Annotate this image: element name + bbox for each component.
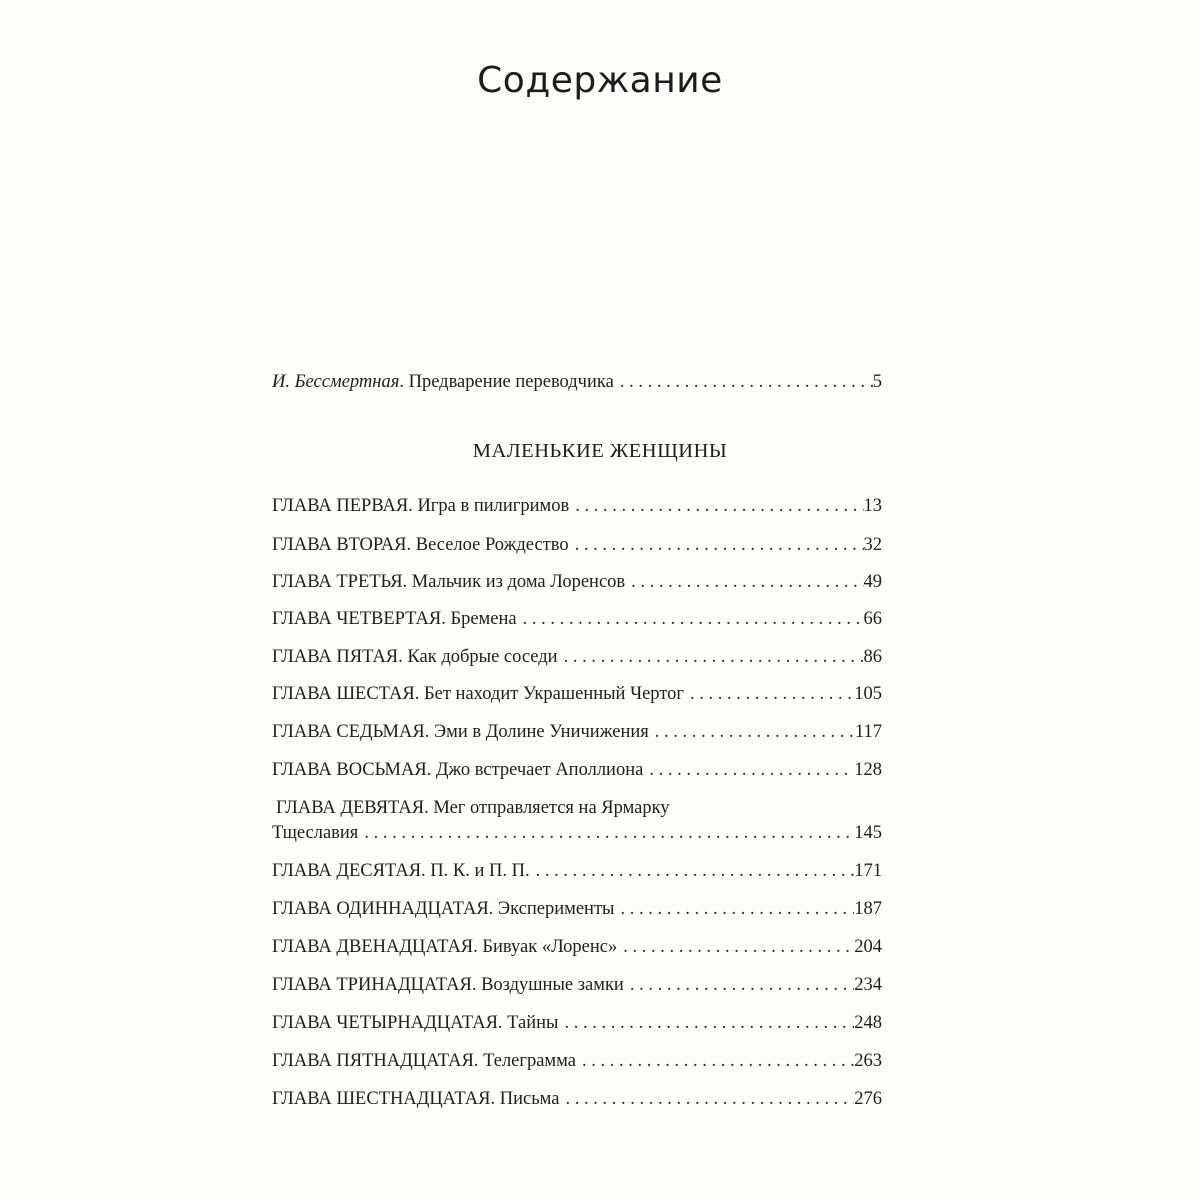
dot-leader bbox=[643, 758, 854, 782]
section-heading: МАЛЕНЬКИЕ ЖЕНЩИНЫ bbox=[472, 440, 728, 462]
preface-author: И. Бессмертная bbox=[272, 372, 400, 392]
toc-page-number: 117 bbox=[854, 722, 882, 742]
toc-entry-label: ГЛАВА ПЕРВАЯ. Игра в пилигримов bbox=[272, 496, 570, 516]
toc-page-number: 204 bbox=[854, 937, 882, 957]
toc-page-number: 5 bbox=[872, 372, 882, 392]
toc-entry-chapter-10[interactable] bbox=[272, 859, 882, 883]
toc-entry-label bbox=[272, 370, 614, 394]
dot-leader bbox=[559, 1087, 854, 1111]
dot-leader bbox=[569, 494, 863, 518]
toc-entry-label: ГЛАВА ШЕСТАЯ. Бет находит Украшенный Чертог bbox=[272, 684, 684, 704]
toc-entry-label: ГЛАВА ШЕСТНАДЦАТАЯ. Письма bbox=[272, 1089, 560, 1109]
dot-leader bbox=[649, 720, 855, 744]
toc-entry-chapter-8[interactable] bbox=[272, 758, 882, 782]
toc-entry-label: ГЛАВА ТРИНАДЦАТАЯ. Воздушные замки bbox=[272, 975, 624, 995]
dot-leader bbox=[576, 1049, 854, 1073]
toc-entry-label: ГЛАВА ВОСЬМАЯ. Джо встречает Аполлиона bbox=[272, 760, 644, 780]
toc-entry-label: ГЛАВА ЧЕТВЕРТАЯ. Бремена bbox=[272, 609, 517, 629]
toc-entry-label: ГЛАВА ВТОРАЯ. Веселое Рождество bbox=[272, 535, 569, 555]
toc-page-number: 171 bbox=[854, 861, 882, 881]
toc-entry-chapter-7[interactable] bbox=[272, 720, 882, 744]
toc-entry-preface[interactable] bbox=[272, 370, 882, 394]
toc-entry-label: ГЛАВА ПЯТНАДЦАТАЯ. Телеграмма bbox=[272, 1051, 576, 1071]
toc-page-number: 13 bbox=[863, 496, 882, 516]
toc-entry-chapter-2[interactable] bbox=[272, 533, 882, 557]
toc-page-number: 128 bbox=[854, 760, 882, 780]
toc-entry-chapter-6[interactable] bbox=[272, 682, 882, 706]
dot-leader bbox=[517, 607, 864, 631]
toc-entry-label: ГЛАВА СЕДЬМАЯ. Эми в Долине Уничижения bbox=[272, 722, 649, 742]
toc-entry-label: ГЛАВА ДЕСЯТАЯ. П. К. и П. П. bbox=[272, 861, 530, 881]
toc-entry-chapter-16[interactable] bbox=[272, 1087, 882, 1111]
dot-leader bbox=[614, 370, 873, 394]
toc-page-number: 187 bbox=[854, 899, 882, 919]
toc-entry-label: ГЛАВА ДВЕНАДЦАТАЯ. Бивуак «Лоренс» bbox=[272, 937, 618, 957]
toc-page-number: 66 bbox=[863, 609, 882, 629]
toc-entry-chapter-5[interactable] bbox=[272, 645, 882, 669]
dot-leader bbox=[558, 1011, 854, 1035]
toc-entry-chapter-9-line1[interactable]: ГЛАВА ДЕВЯТАЯ. Мег отправляется на Ярмарку bbox=[276, 798, 670, 818]
toc-page-number: 276 bbox=[854, 1089, 882, 1109]
toc-entry-chapter-4[interactable] bbox=[272, 607, 882, 631]
preface-title: . Предварение переводчика bbox=[399, 372, 614, 392]
dot-leader bbox=[625, 570, 863, 594]
dot-leader bbox=[530, 859, 855, 883]
toc-entry-chapter-14[interactable] bbox=[272, 1011, 882, 1035]
dot-leader bbox=[558, 645, 864, 669]
dot-leader bbox=[684, 682, 854, 706]
toc-page-number: 105 bbox=[854, 684, 882, 704]
toc-page-number: 263 bbox=[854, 1051, 882, 1071]
dot-leader bbox=[358, 821, 854, 845]
toc-page-number: 248 bbox=[854, 1013, 882, 1033]
toc-page-number: 86 bbox=[863, 647, 882, 667]
toc-page-number: 49 bbox=[863, 572, 882, 592]
toc-page-number: 234 bbox=[854, 975, 882, 995]
dot-leader bbox=[624, 973, 854, 997]
toc-entry-chapter-11[interactable] bbox=[272, 897, 882, 921]
toc-entry-label: ГЛАВА ОДИННАДЦАТАЯ. Эксперименты bbox=[272, 899, 615, 919]
toc-entry-label: ГЛАВА ПЯТАЯ. Как добрые соседи bbox=[272, 647, 558, 667]
page-title: Содержание bbox=[477, 60, 723, 101]
toc-page-number: 32 bbox=[863, 535, 882, 555]
dot-leader bbox=[614, 897, 854, 921]
toc-entry-chapter-1[interactable] bbox=[272, 494, 882, 518]
toc-entry-chapter-9[interactable] bbox=[272, 821, 882, 845]
toc-entry-chapter-12[interactable] bbox=[272, 935, 882, 959]
dot-leader bbox=[617, 935, 854, 959]
dot-leader bbox=[569, 533, 864, 557]
toc-entry-label: ГЛАВА ЧЕТЫРНАДЦАТАЯ. Тайны bbox=[272, 1013, 559, 1033]
toc-page-number: 145 bbox=[854, 823, 882, 843]
toc-entry-chapter-13[interactable] bbox=[272, 973, 882, 997]
toc-entry-label: ГЛАВА ТРЕТЬЯ. Мальчик из дома Лоренсов bbox=[272, 572, 626, 592]
toc-entry-chapter-15[interactable] bbox=[272, 1049, 882, 1073]
toc-entry-label: Тщеславия bbox=[272, 823, 359, 843]
toc-entry-chapter-3[interactable] bbox=[272, 570, 882, 594]
